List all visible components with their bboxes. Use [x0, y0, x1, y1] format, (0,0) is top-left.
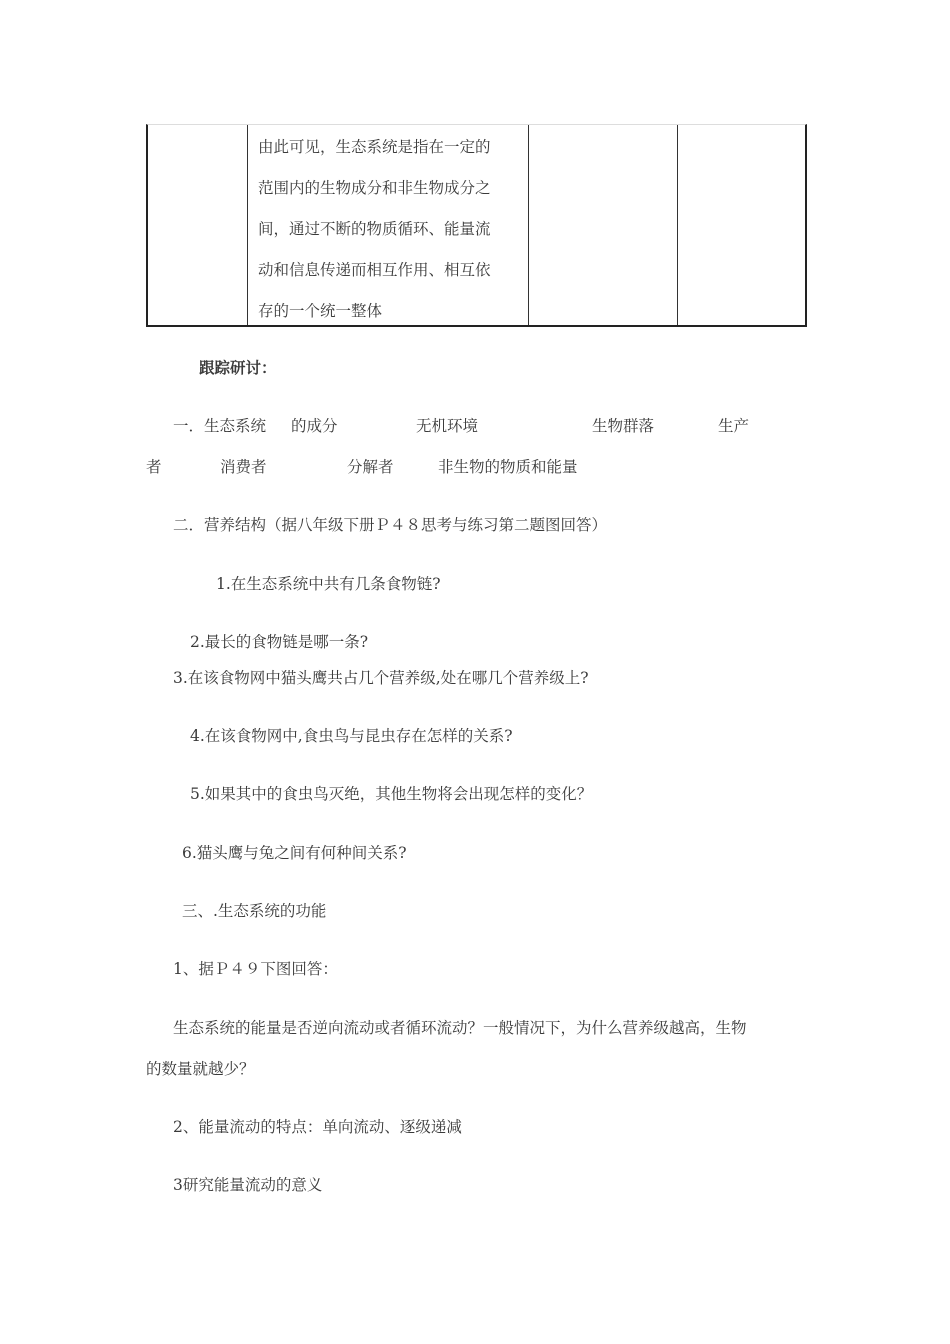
- content-table: [146, 124, 807, 327]
- bio-community: 生物群落: [592, 417, 655, 435]
- cell-line: 动和信息传递而相互作用、相互依: [258, 261, 491, 279]
- question-5: 5.如果其中的食虫鸟灭绝，其他生物将会出现怎样的变化？: [190, 785, 593, 803]
- section1-prefix: 一．生态系统: [173, 417, 267, 435]
- section3-item3: 3研究能量流动的意义: [173, 1176, 323, 1194]
- section-heading: 跟踪研讨：: [199, 358, 277, 377]
- section3-item2: 2、能量流动的特点：单向流动、逐级递减: [173, 1118, 462, 1136]
- nonliving: 非生物的物质和能量: [438, 458, 578, 476]
- producer-b: 者: [146, 458, 162, 476]
- question-4: 4.在该食物网中,食虫鸟与昆虫存在怎样的关系?: [190, 727, 513, 745]
- abiotic-env: 无机环境: [416, 417, 479, 435]
- section2-title: 二．营养结构（据八年级下册Ｐ４８思考与练习第二题图回答）: [173, 516, 608, 534]
- table-divider: [247, 125, 248, 325]
- decomposer: 分解者: [347, 458, 394, 476]
- consumer: 消费者: [220, 458, 267, 476]
- table-cell-text: [258, 127, 526, 332]
- table-divider: [677, 125, 678, 325]
- section3-question-b: 的数量就越少？: [146, 1060, 255, 1078]
- cell-line: 由此可见，生态系统是指在一定的: [258, 138, 491, 156]
- cell-line: 间，通过不断的物质循环、能量流: [258, 220, 491, 238]
- cell-line: 存的一个统一整体: [258, 302, 383, 320]
- table-divider: [528, 125, 529, 325]
- cell-line: 范围内的生物成分和非生物成分之: [258, 179, 491, 197]
- section3-item1: 1、据Ｐ４９下图回答：: [173, 960, 338, 978]
- section3-title: 三、.生态系统的功能: [182, 902, 327, 920]
- producer-a: 生产: [718, 417, 750, 435]
- question-6: 6.猫头鹰与兔之间有何种间关系?: [182, 844, 407, 862]
- question-2: 2.最长的食物链是哪一条?: [190, 633, 369, 651]
- question-1: 1.在生态系统中共有几条食物链?: [216, 575, 441, 593]
- section3-question-a: 生态系统的能量是否逆向流动或者循环流动？一般情况下，为什么营养级越高，生物: [173, 1019, 747, 1037]
- question-3: 3.在该食物网中猫头鹰共占几个营养级,处在哪几个营养级上?: [173, 669, 589, 687]
- section1-label: 的成分: [291, 417, 338, 435]
